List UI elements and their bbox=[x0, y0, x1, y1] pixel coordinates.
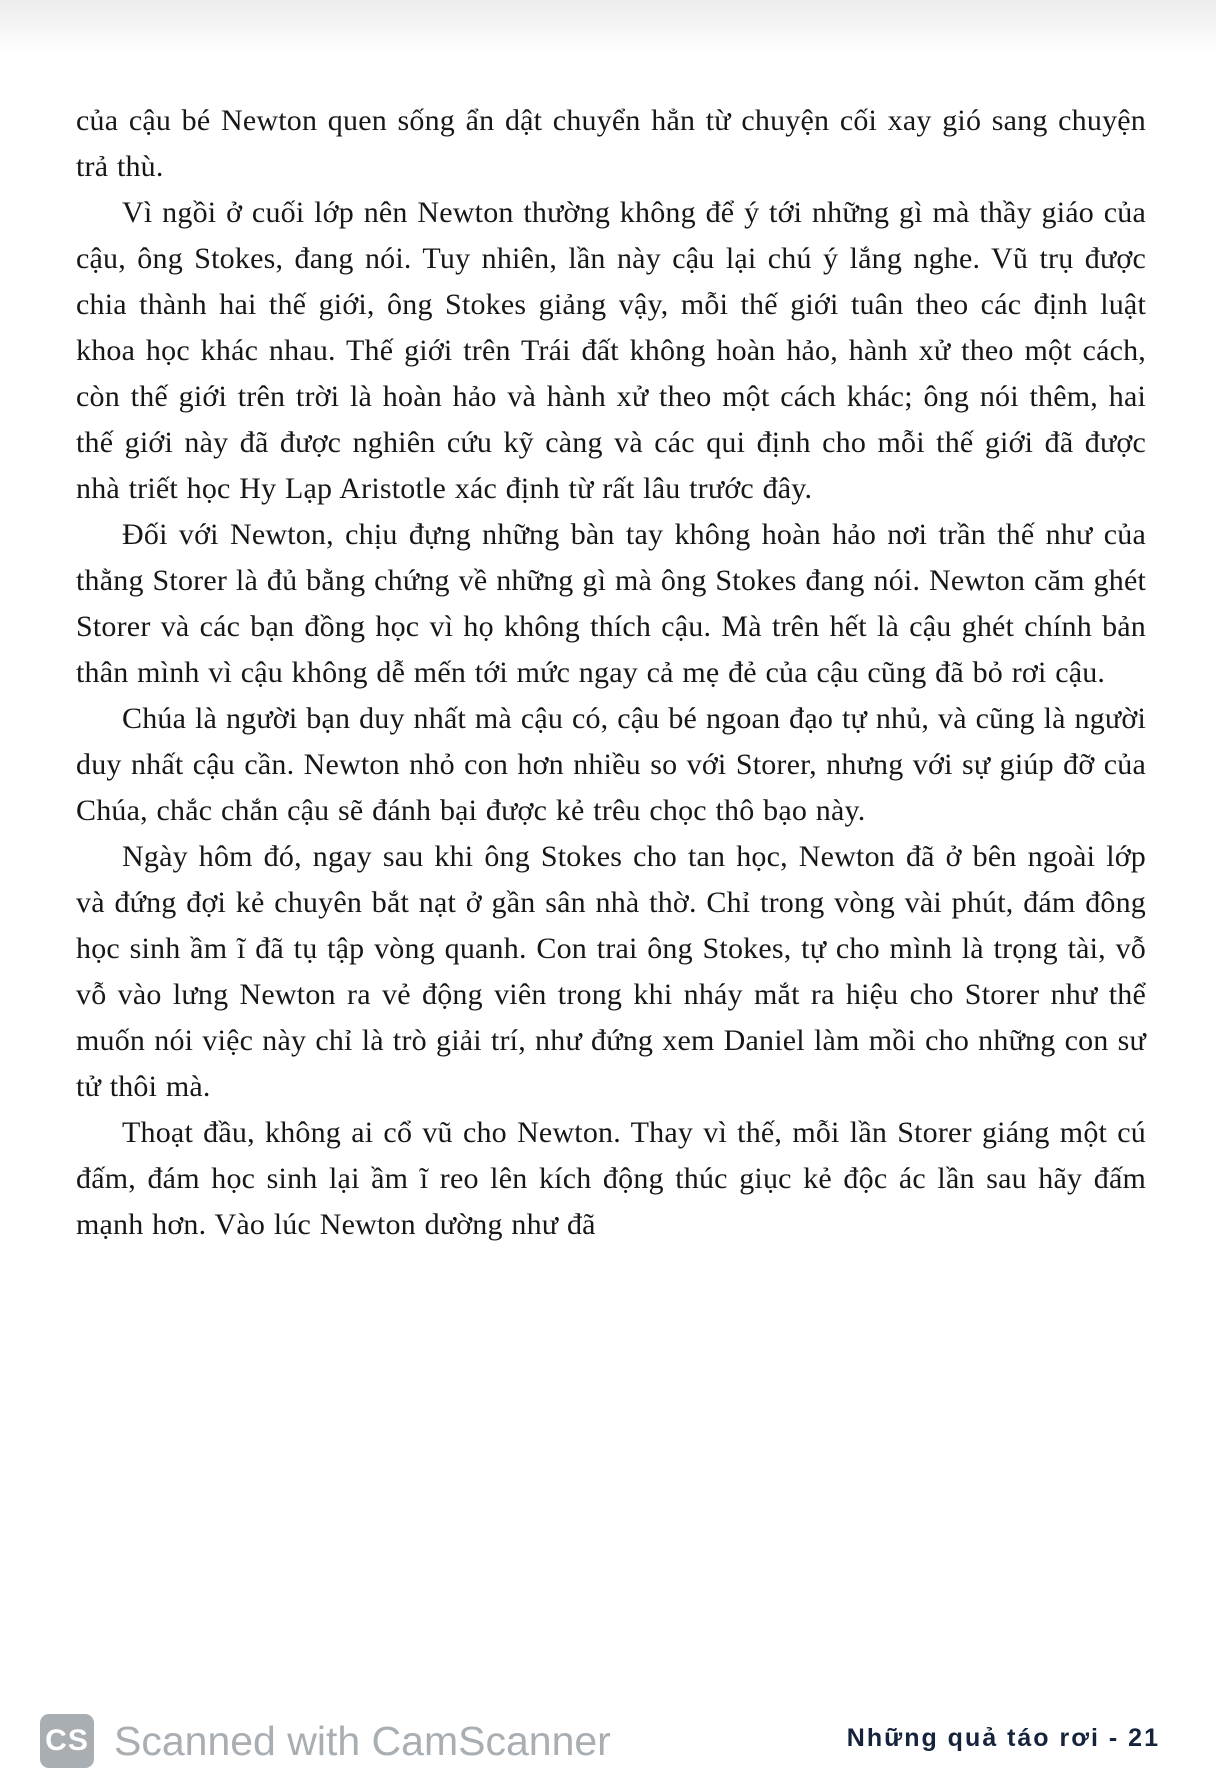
page-text-block bbox=[76, 98, 1146, 1248]
body-paragraph: Ngày hôm đó, ngay sau khi ông Stokes cho tan học, Newton đã ở bên ngoài lớp và đứng đợi kẻ chuyên bắt nạt ở gần sân nhà thờ. Chỉ trong vòng vài phút, đám đông học sinh ầm ĩ đã tụ tập vòng quanh. Con trai ông Stokes, tự cho mình là trọng tài, vỗ vỗ vào lưng Newton ra vẻ động viên trong khi nháy mắt ra hiệu cho Storer như thể muốn nói việc này chỉ là trò giải trí, như đứng xem Daniel làm mồi cho những con sư tử thôi mà. bbox=[76, 840, 1146, 1103]
body-paragraph: Vì ngồi ở cuối lớp nên Newton thường không để ý tới những gì mà thầy giáo của cậu, ông Stokes, đang nói. Tuy nhiên, lần này cậu lại chú ý lắng nghe. Vũ trụ được chia thành hai thế giới, ông Stokes giảng vậy, mỗi thế giới tuân theo các định luật khoa học khác nhau. Thế giới trên Trái đất không hoàn hảo, hành xử theo một cách, còn thế giới trên trời là hoàn hảo và hành xử theo một cách khác; ông nói thêm, hai thế giới này đã được nghiên cứu kỹ càng và các qui định cho mỗi thế giới đã được nhà triết học Hy Lạp Aristotle xác định từ rất lâu trước đây. bbox=[76, 196, 1146, 505]
camscanner-watermark-text: Scanned with CamScanner bbox=[114, 1717, 611, 1764]
body-paragraph: Thoạt đầu, không ai cổ vũ cho Newton. Thay vì thế, mỗi lần Storer giáng một cú đấm, đám học sinh lại ầm ĩ reo lên kích động thúc giục kẻ độc ác lần sau hãy đấm mạnh hơn. Vào lúc Newton dường như đã bbox=[76, 1116, 1146, 1241]
body-paragraph: Chúa là người bạn duy nhất mà cậu có, cậu bé ngoan đạo tự nhủ, và cũng là người duy nhất cậu cần. Newton nhỏ con hơn nhiều so với Storer, nhưng với sự giúp đỡ của Chúa, chắc chắn cậu sẽ đánh bại được kẻ trêu chọc thô bạo này. bbox=[76, 702, 1146, 827]
camscanner-watermark bbox=[40, 1714, 611, 1768]
page-footer bbox=[40, 1714, 1160, 1768]
running-title-page-number: Những quả táo rơi - 21 bbox=[846, 1723, 1160, 1752]
body-paragraph: Đối với Newton, chịu đựng những bàn tay không hoàn hảo nơi trần thế như của thằng Storer là đủ bằng chứng về những gì mà ông Stokes đang nói. Newton căm ghét Storer và các bạn đồng học vì họ không thích cậu. Mà trên hết là cậu ghét chính bản thân mình vì cậu không dễ mến tới mức ngay cả mẹ đẻ của cậu cũng đã bỏ rơi cậu. bbox=[76, 518, 1146, 689]
body-paragraph: của cậu bé Newton quen sống ẩn dật chuyển hẳn từ chuyện cối xay gió sang chuyện trả thù. bbox=[76, 104, 1146, 183]
camscanner-logo-icon: CS bbox=[40, 1714, 94, 1768]
